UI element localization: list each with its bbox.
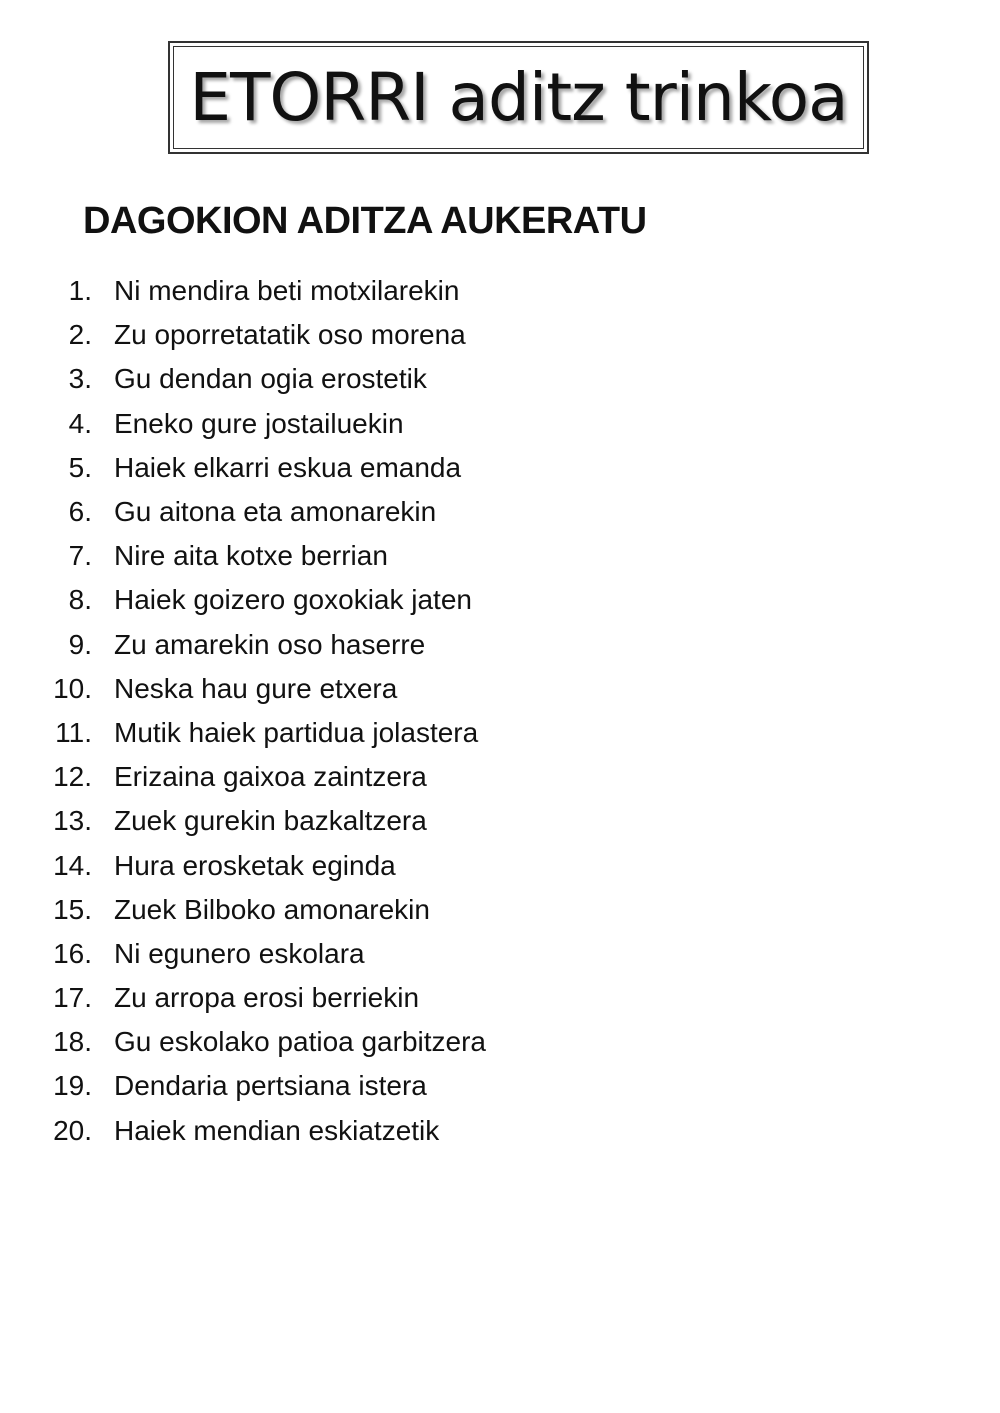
- item-text: Dendaria pertsiana istera: [114, 1070, 427, 1102]
- item-text: Haiek goizero goxokiak jaten: [114, 584, 472, 616]
- item-text: Ni mendira beti motxilarekin: [114, 275, 460, 307]
- item-number: 1.: [68, 275, 92, 307]
- list-item: [0, 799, 486, 843]
- item-text: Hura erosketak eginda: [114, 849, 396, 881]
- item-text: Gu aitona eta amonarekin: [114, 496, 437, 528]
- list-item: [0, 269, 486, 313]
- item-number: 15.: [53, 893, 92, 925]
- item-text: Neska hau gure etxera: [114, 672, 398, 704]
- page-title: ETORRI aditz trinkoa: [189, 59, 848, 136]
- list-item: [0, 578, 486, 622]
- list-item: [0, 313, 486, 357]
- list-item: [0, 623, 486, 667]
- item-number: 7.: [68, 540, 92, 572]
- list-item: [0, 755, 486, 799]
- instruction-heading: DAGOKION ADITZA AUKERATU: [83, 200, 647, 242]
- list-item: [0, 1020, 486, 1064]
- item-number: 4.: [68, 407, 92, 439]
- item-text: Zu amarekin oso haserre: [114, 628, 426, 660]
- item-text: Ni egunero eskolara: [114, 937, 365, 969]
- list-item: [0, 1109, 486, 1153]
- item-number: 14.: [53, 849, 92, 881]
- list-item: [0, 843, 486, 887]
- item-number: 13.: [53, 805, 92, 837]
- item-number: 18.: [53, 1026, 92, 1058]
- item-text: Gu eskolako patioa garbitzera: [114, 1026, 486, 1058]
- item-text: Gu dendan ogia erostetik: [114, 363, 427, 395]
- item-number: 19.: [53, 1070, 92, 1102]
- list-item: [0, 534, 486, 578]
- list-item: [0, 357, 486, 401]
- item-number: 3.: [68, 363, 92, 395]
- item-number: 16.: [53, 937, 92, 969]
- item-number: 12.: [53, 761, 92, 793]
- list-item: [0, 888, 486, 932]
- item-text: Erizaina gaixoa zaintzera: [114, 761, 427, 793]
- item-text: Nire aita kotxe berrian: [114, 540, 388, 572]
- list-item: [0, 711, 486, 755]
- item-text: Zuek Bilboko amonarekin: [114, 893, 430, 925]
- item-number: 6.: [68, 496, 92, 528]
- list-item: [0, 402, 486, 446]
- item-number: 9.: [68, 628, 92, 660]
- list-item: [0, 932, 486, 976]
- item-number: 10.: [53, 672, 92, 704]
- sentence-list: [0, 269, 486, 1153]
- list-item: [0, 446, 486, 490]
- list-item: [0, 667, 486, 711]
- title-box: [168, 41, 869, 154]
- item-text: Haiek elkarri eskua emanda: [114, 451, 462, 483]
- item-text: Eneko gure jostailuekin: [114, 407, 404, 439]
- list-item: [0, 1064, 486, 1108]
- item-text: Zu oporretatatik oso morena: [114, 319, 466, 351]
- item-number: 5.: [68, 451, 92, 483]
- list-item: [0, 976, 486, 1020]
- list-item: [0, 490, 486, 534]
- item-number: 8.: [68, 584, 92, 616]
- item-text: Zuek gurekin bazkaltzera: [114, 805, 427, 837]
- item-number: 11.: [55, 716, 92, 748]
- item-text: Zu arropa erosi berriekin: [114, 982, 420, 1014]
- item-text: Haiek mendian eskiatzetik: [114, 1114, 440, 1146]
- item-number: 17.: [53, 982, 92, 1014]
- item-number: 2.: [68, 319, 92, 351]
- item-text: Mutik haiek partidua jolastera: [114, 716, 479, 748]
- item-number: 20.: [53, 1114, 92, 1146]
